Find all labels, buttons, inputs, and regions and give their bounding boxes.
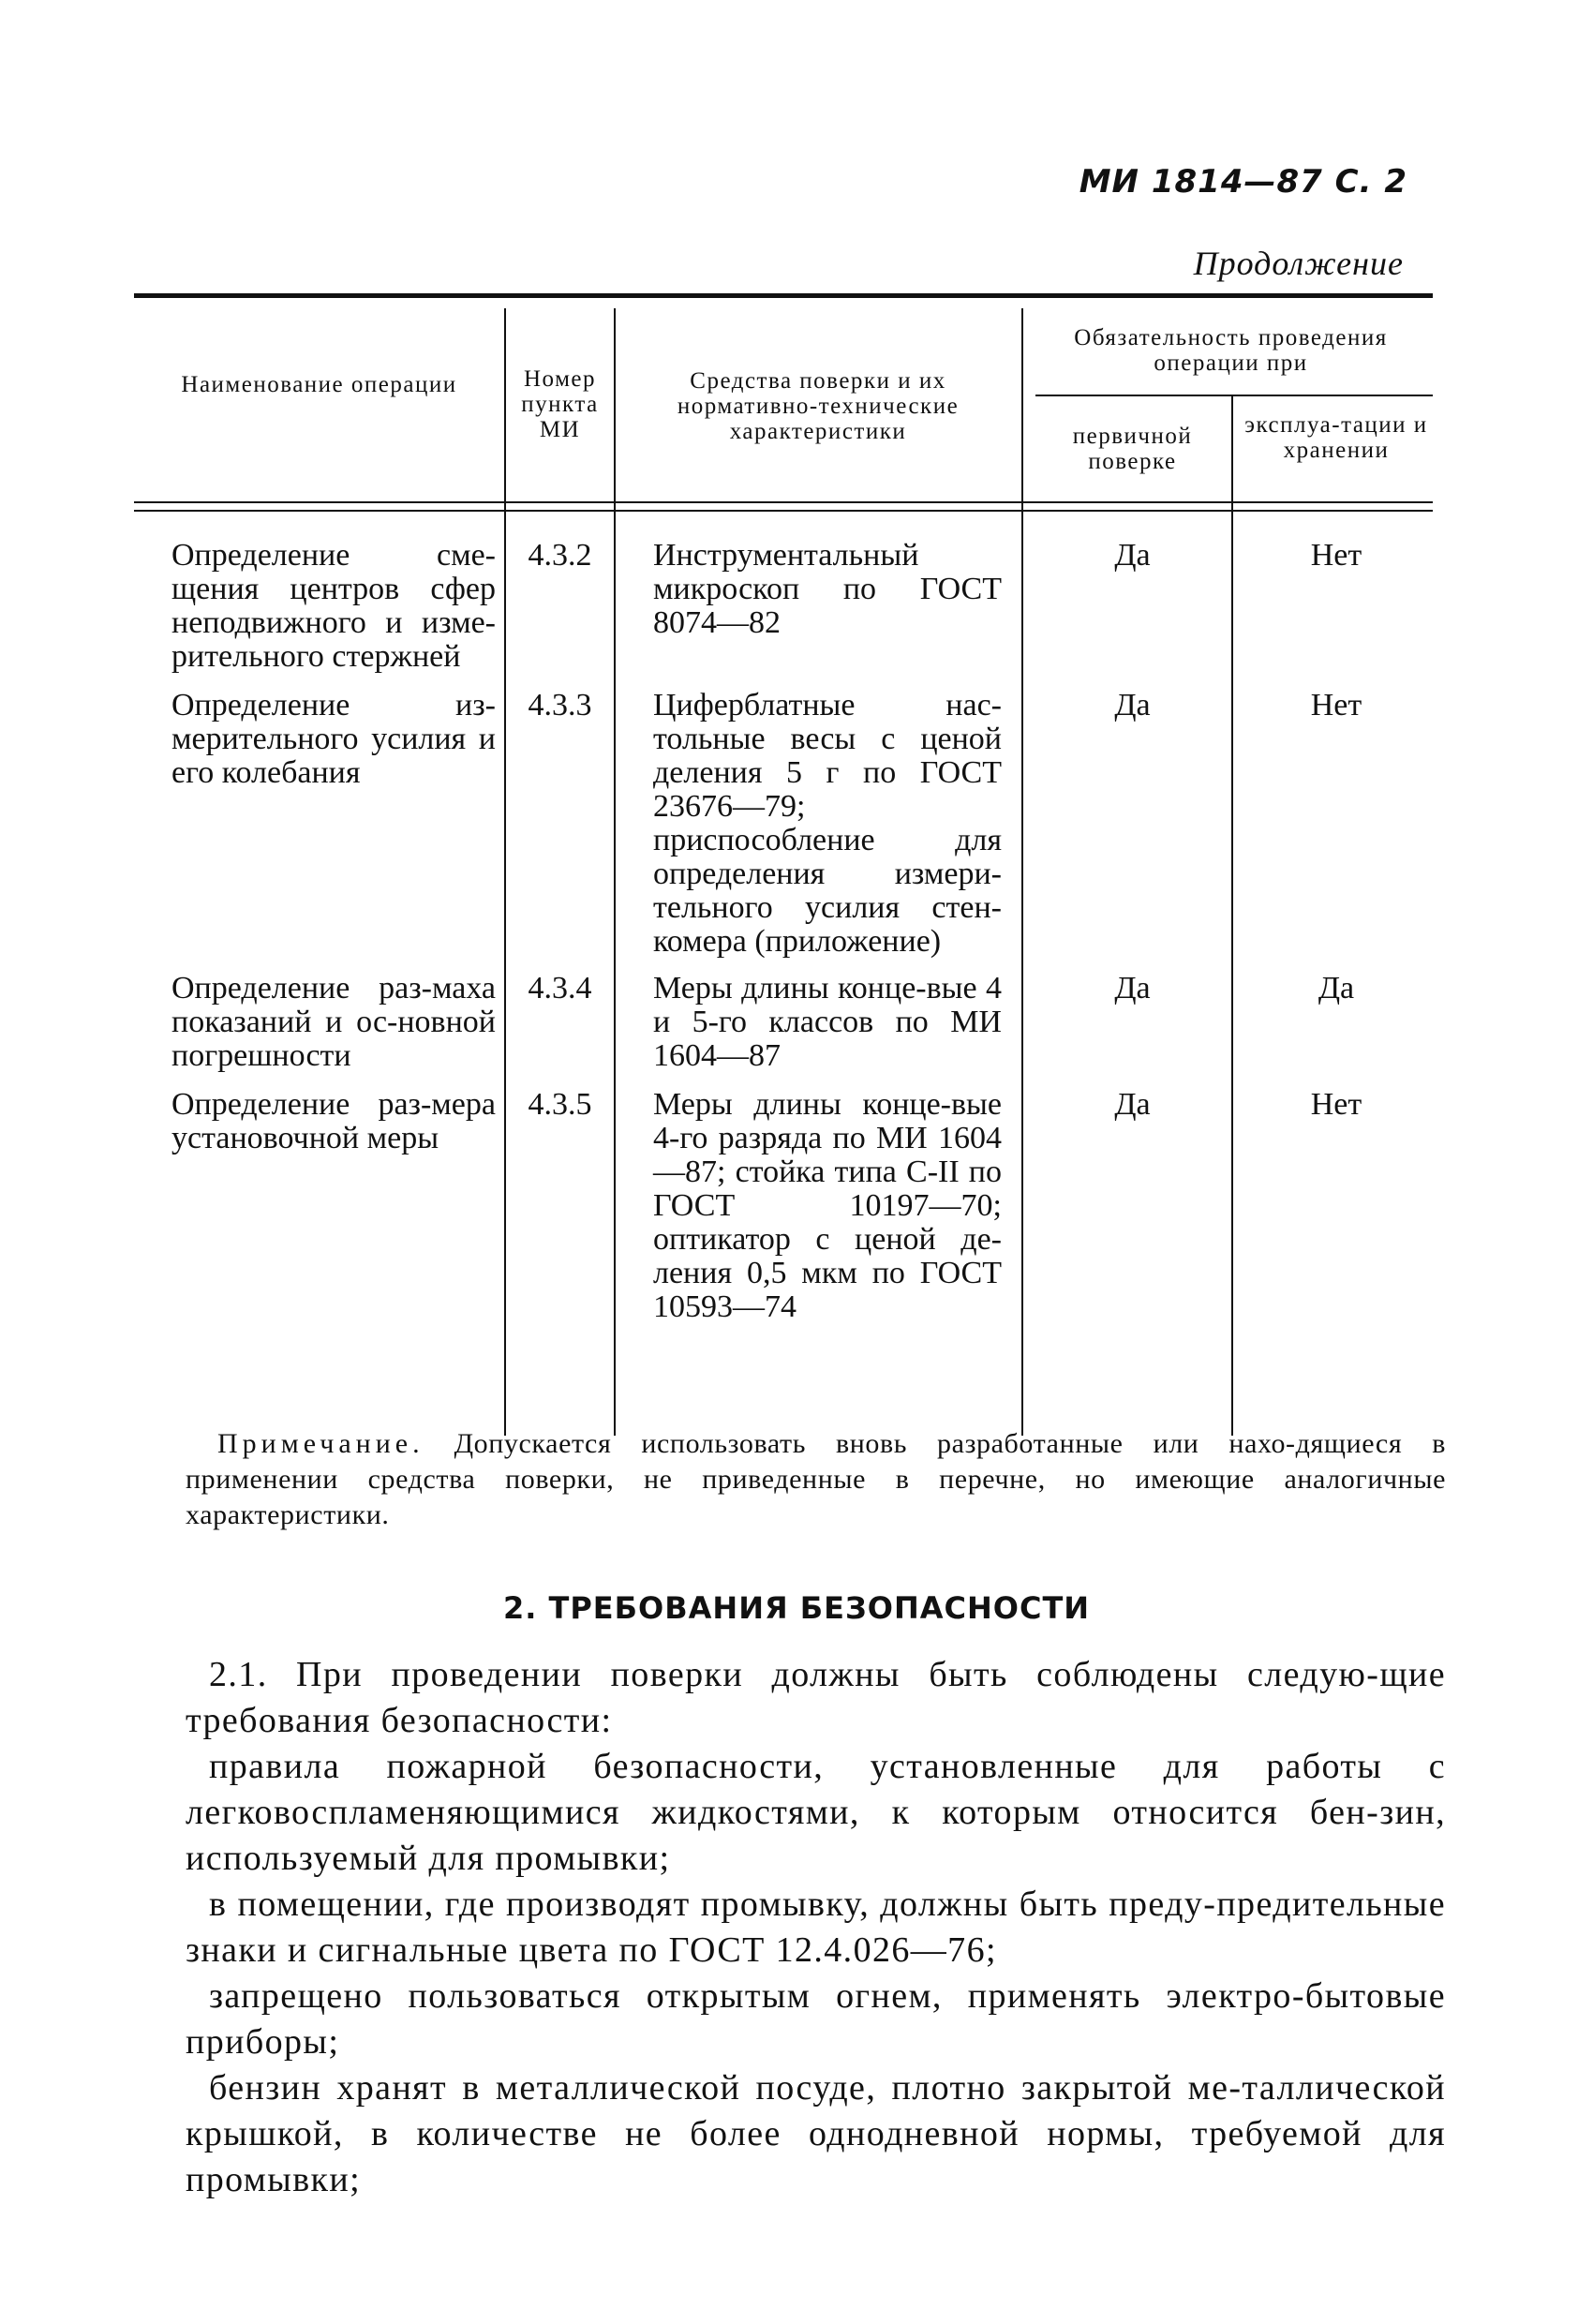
column-header-operation: эксплуа-тации и хранении [1244,412,1428,463]
table-note [186,1426,1446,1533]
paragraph: запрещено пользоваться открытым огнем, применять электро-бытовые приборы; [186,1976,1446,2062]
column-header-primary: первичной поверке [1072,424,1193,474]
column-header-obligation: Обязательность проведения операции при [1074,325,1388,376]
row-3-operation-name: Определение раз-маха показаний и ос-новной погрешности [171,971,496,1073]
row-1-primary: Да [1114,538,1151,573]
row-1-item: 4.3.2 [528,538,592,573]
column-divider [614,308,616,1436]
row-3-primary: Да [1114,971,1151,1006]
paragraph: правила пожарной безопасности, установленные для работы с легковоспламеняющимися жидкостями, к которым относится бен-зин, используемый для промывки; [186,1747,1446,1878]
row-3-operation: Да [1318,971,1355,1006]
row-2-item: 4.3.3 [528,688,592,723]
column-header-means: Средства поверки и их нормативно-технические характеристики [677,368,960,444]
header-subdivider [1035,395,1433,396]
row-2-operation: Нет [1310,688,1362,723]
paragraph: в помещении, где производят промывку, должны быть преду-предительные знаки и сигнальные цвета по ГОСТ 12.4.026—76; [186,1885,1446,1970]
column-divider [1231,395,1233,1436]
table-top-rule [134,293,1433,298]
column-header-item: Номер пункта МИ [521,366,599,442]
section-title: 2. ТРЕБОВАНИЯ БЕЗОПАСНОСТИ [502,1590,1091,1626]
row-1-means: Инструментальный микроскоп по ГОСТ 8074—82 [653,538,1002,640]
row-2-primary: Да [1114,688,1151,723]
paragraph: бензин хранят в металлической посуде, плотно закрытой ме-таллической крышкой, в количестве не более однодневной нормы, требуемой для промывки; [186,2068,1446,2199]
note-lead: Примечание. [217,1428,424,1459]
row-1-operation-name: Определение сме-щения центров сфер неподвижного и изме-рительного стержней [171,538,496,674]
note-text: Допускается использовать вновь разработанные или нахо-дящиеся в применении средства поверки, не приведенные в перечне, но имеющие аналогичные характеристики. [186,1428,1446,1530]
column-divider [504,308,506,1436]
row-2-operation-name: Определение из-мерительного усилия и его колебания [171,688,496,790]
paragraph: 2.1. При проведении поверки должны быть соблюдены следую-щие требования безопасности: [186,1655,1446,1740]
document-code: МИ 1814—87 С. 2 [1079,163,1407,201]
table-header-bottom-rule [134,501,1433,512]
column-header-name: Наименование операции [181,372,457,397]
row-1-operation: Нет [1310,538,1362,573]
continuation-label: Продолжение [1193,245,1404,282]
row-4-operation: Нет [1310,1087,1362,1122]
row-4-primary: Да [1114,1087,1151,1122]
column-divider [1021,308,1023,1436]
row-4-operation-name: Определение раз-мера установочной меры [171,1087,496,1155]
section-body [186,1652,1446,2203]
row-4-item: 4.3.5 [528,1087,592,1122]
row-4-means: Меры длины конце-вые 4-го разряда по МИ 1604—87; стойка типа С-II по ГОСТ 10197—70; оптикатор с ценой де-ления 0,5 мкм по ГОСТ 10593—74 [653,1087,1002,1324]
row-3-item: 4.3.4 [528,971,592,1006]
row-2-means: Циферблатные нас-тольные весы с ценой деления 5 г по ГОСТ 23676—79; приспособление для определения измери-тельного усилия стен-комера (приложение) [653,688,1002,959]
row-3-means: Меры длины конце-вые 4 и 5-го классов по МИ 1604—87 [653,971,1002,1073]
